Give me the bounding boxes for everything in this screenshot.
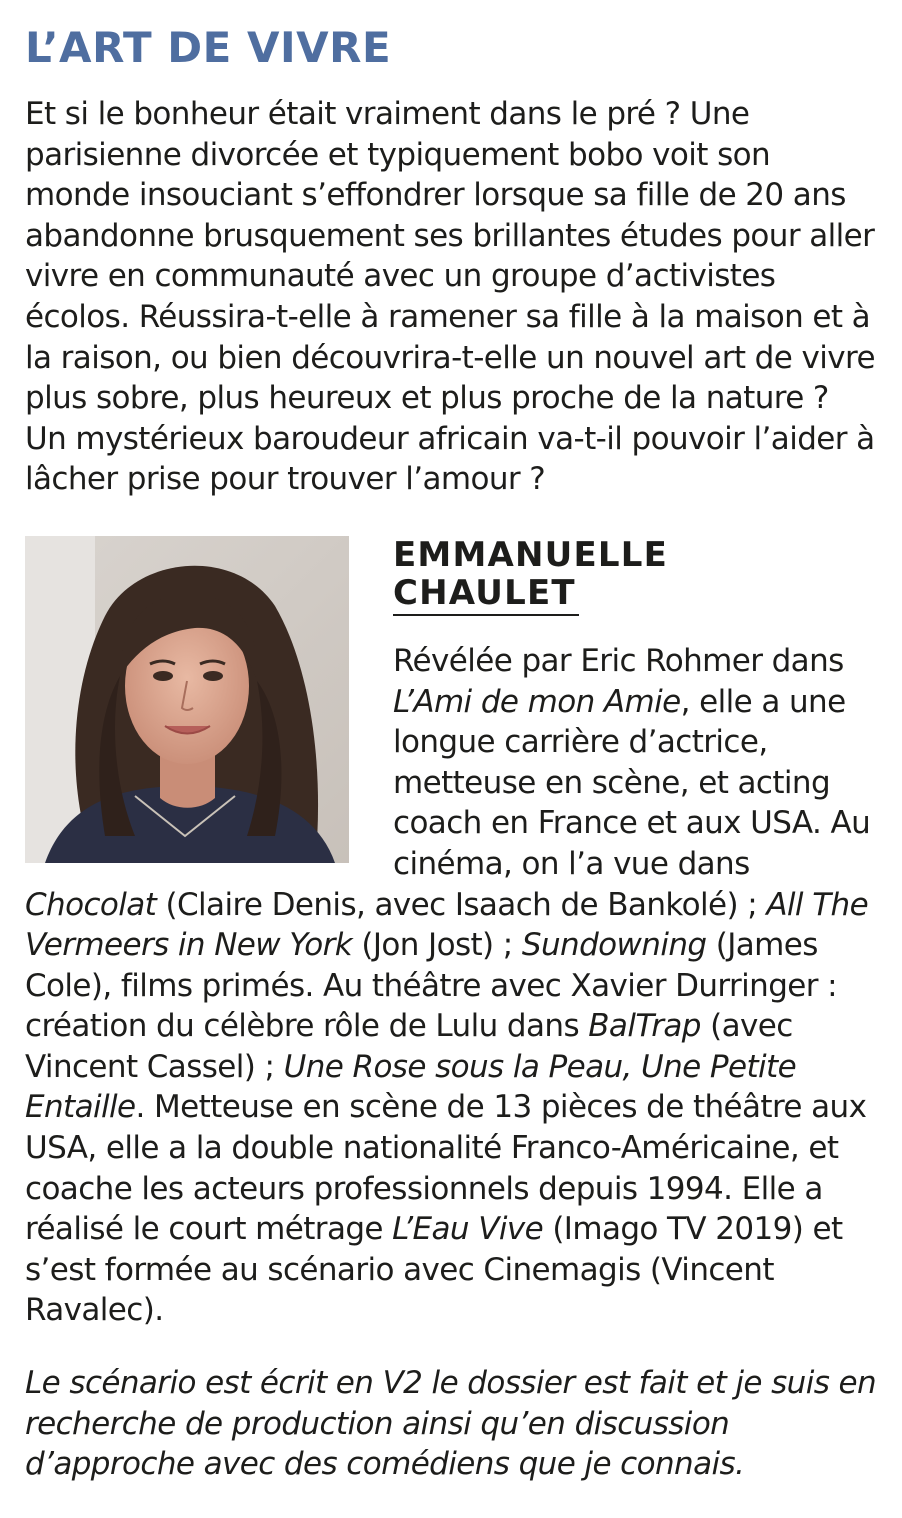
author-name-line-2: CHAULET [393, 572, 576, 613]
bio-text: Révélée par Eric Rohmer dans [393, 642, 844, 679]
synopsis-paragraph: Et si le bonheur était vraiment dans le pré ? Une parisienne divorcée et typiquement bobo voit son monde insouciant s’effondrer lorsque sa fille de 20 ans abandonne brusquement ses brillantes études pour aller vivre en communauté avec un groupe d’activistes écolos. Réussira-t-elle à ramener sa fille à la maison et à la raison, ou bien découvrira-t-elle un nouvel art de vivre plus sobre, plus heureux et plus proche de la nature ? Un mystérieux baroudeur africain va-t-il pouvoir l’aider à lâcher prise pour trouver l’amour ? [25, 96, 875, 498]
bio-play-title: BalTrap [588, 1008, 701, 1045]
author-bio-block [25, 536, 877, 1331]
bio-text: (Claire Denis, avec Isaach de Bankolé) ; [156, 886, 767, 923]
bio-film-title: L’Ami de mon Amie [393, 683, 681, 720]
bio-text: , elle a une longue carrière d’actrice, metteuse en scène, et acting coach en France et aux USA. Au cinéma, on l’a vue dans [393, 683, 871, 882]
bio-film-title: Chocolat [25, 886, 157, 923]
bio-text: (Imago TV 2019) et s’est formée au scénario avec Cinemagis (Vincent Ravalec). [25, 1211, 843, 1329]
bio-text: (Jon Jost) ; [352, 927, 522, 964]
author-portrait-photo [25, 536, 349, 863]
bio-film-title: All The Vermeers in New York [25, 886, 869, 964]
section-title: L’ART DE VIVRE [25, 23, 392, 72]
bio-play-title: Une Rose sous la Peau, Une Petite Entaille [25, 1048, 797, 1126]
bio-text: . Metteuse en scène de 13 pièces de théâtre aux USA, elle a la double nationalité Franco-Américaine, et coache les acteurs professionnels depuis 1994. Elle a réalisé le court métrage [25, 1089, 867, 1248]
production-note: Le scénario est écrit en V2 le dossier est fait et je suis en recherche de production ainsi qu’en discussion d’approche avec des comédiens que je connais. [25, 1365, 877, 1483]
bio-text: (James Cole), films primés. Au théâtre avec Xavier Durringer : création du célèbre rôle de Lulu dans [25, 927, 838, 1045]
author-name-underline [393, 614, 579, 616]
bio-film-title: Sundowning [521, 927, 707, 964]
bio-film-title: L’Eau Vive [392, 1211, 544, 1248]
author-name-line-1: EMMANUELLE [393, 534, 669, 575]
article [25, 22, 877, 1485]
bio-text: (avec Vincent Cassel) ; [25, 1008, 793, 1085]
